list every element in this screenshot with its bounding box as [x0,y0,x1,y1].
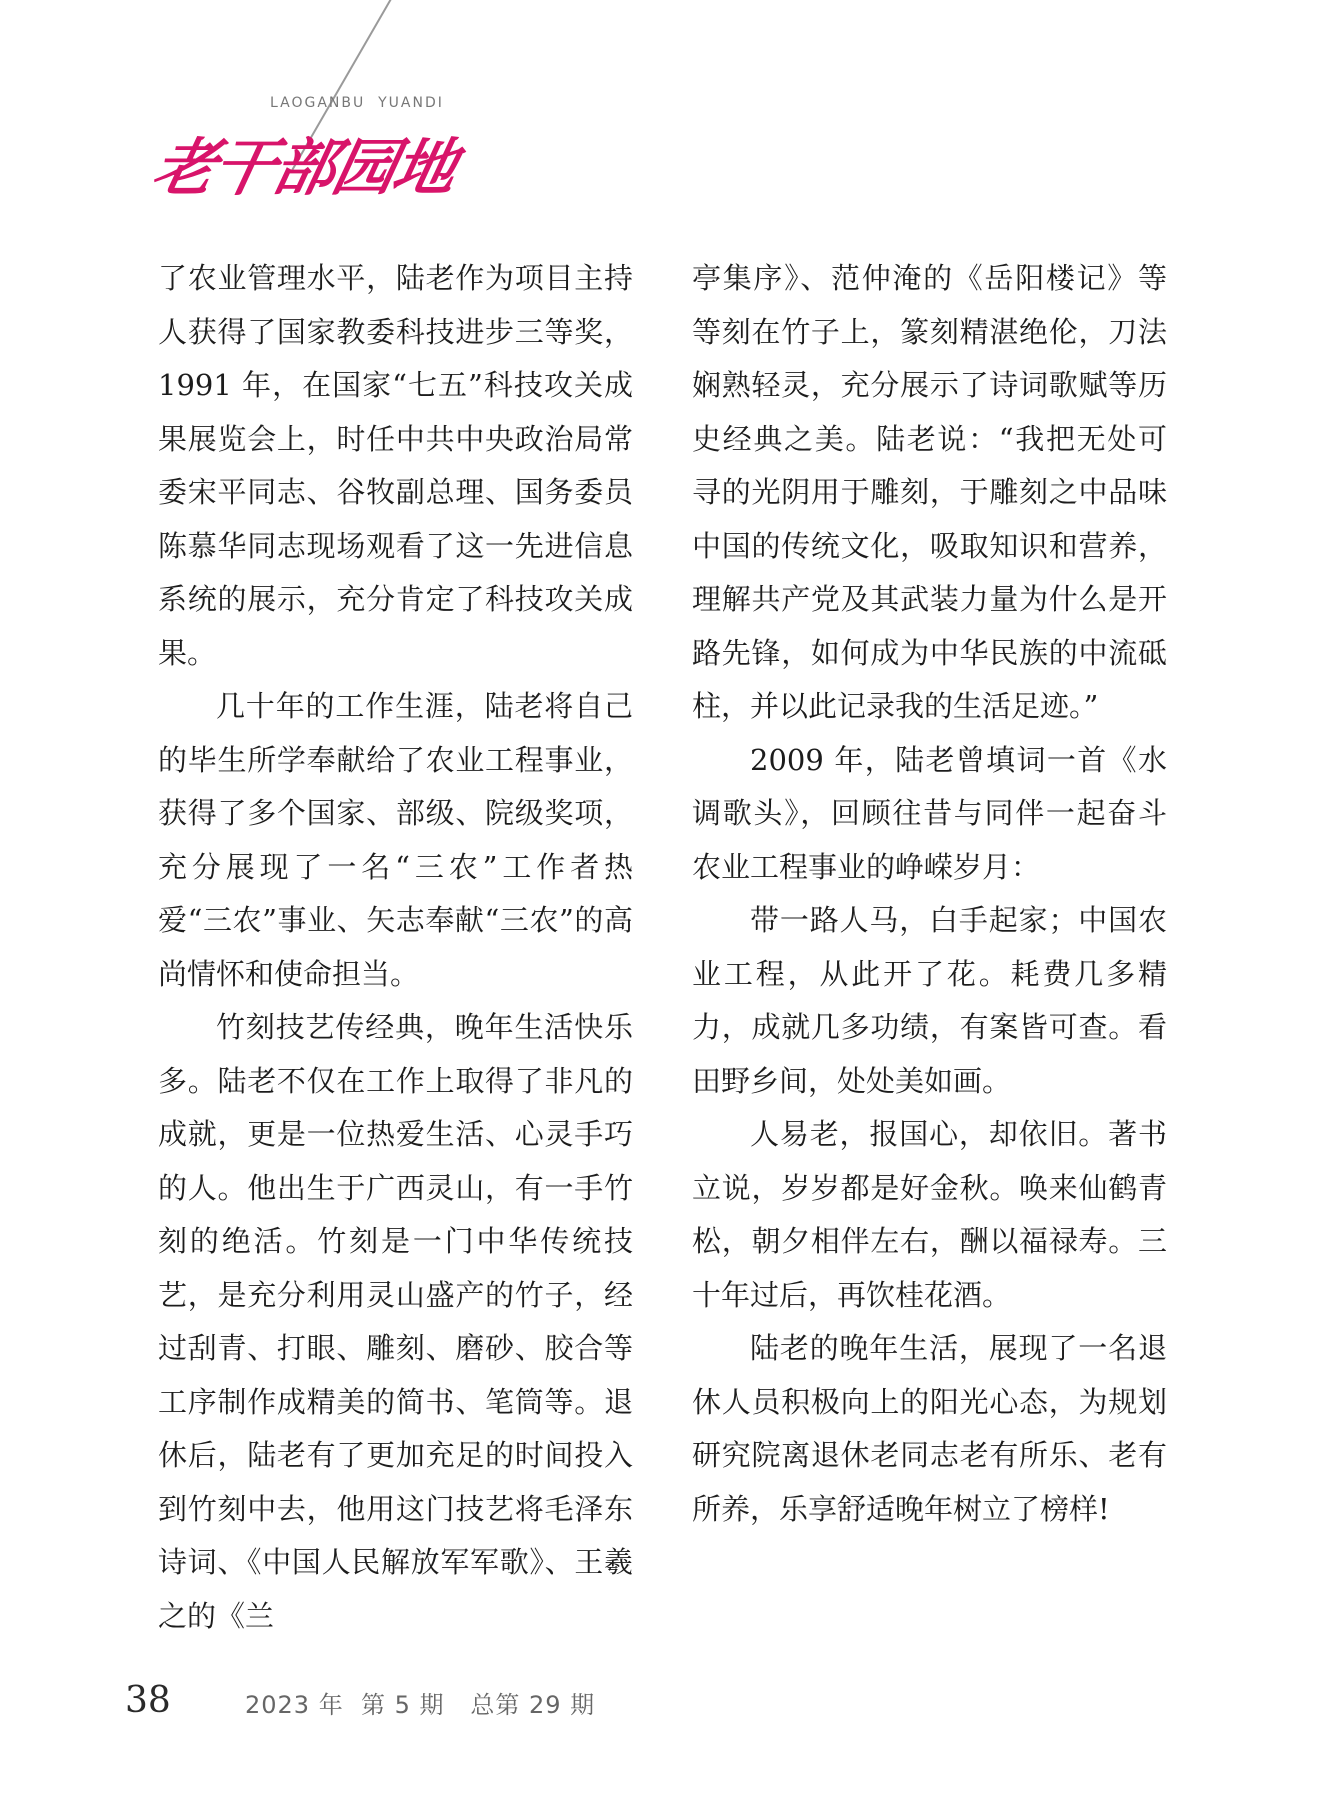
poem-stanza: 带一路人马，白手起家；中国农业工程，从此开了花。耗费几多精力，成就几多功绩，有案皆可查。看田野乡间，处处美如画。 [692,903,1167,1098]
magazine-section-subtitle: LAOGANBU YUANDI [270,95,444,111]
issue-info: 2023 年 第 5 期 总第 29 期 [245,1691,596,1719]
paragraph: 陆老的晚年生活，展现了一名退休人员积极向上的阳光心态，为规划研究院离退休老同志老有所乐、老有所养，乐享舒适晚年树立了榜样! [692,1331,1167,1526]
right-text-column [692,252,1167,1536]
paragraph: 2009 年，陆老曾填词一首《水调歌头》，回顾往昔与同伴一起奋斗农业工程事业的峥嵘岁月： [692,742,1167,884]
paragraph: 几十年的工作生涯，陆老将自己的毕生所学奉献给了农业工程事业，获得了多个国家、部级、院级奖项，充分展现了一名“三农”工作者热爱“三农”事业、矢志奉献“三农”的高尚情怀和使命担当。 [158,689,633,991]
paragraph: 了农业管理水平，陆老作为项目主持人获得了国家教委科技进步三等奖，1991 年，在国家“七五”科技攻关成果展览会上，时任中共中央政治局常委宋平同志、谷牧副总理、国务委员陈慕华同志现场观看了这一先进信息系统的展示，充分肯定了科技攻关成果。 [158,261,633,670]
paragraph: 亭集序》、范仲淹的《岳阳楼记》等等刻在竹子上，篆刻精湛绝伦，刀法娴熟轻灵，充分展示了诗词歌赋等历史经典之美。陆老说：“我把无处可寻的光阴用于雕刻，于雕刻之中品味中国的传统文化，吸取知识和营养，理解共产党及其武装力量为什么是开路先锋，如何成为中华民族的中流砥柱，并以此记录我的生活足迹。” [692,261,1167,723]
page-number: 38 [125,1680,171,1721]
paragraph: 竹刻技艺传经典，晚年生活快乐多。陆老不仅在工作上取得了非凡的成就，更是一位热爱生活、心灵手巧的人。他出生于广西灵山，有一手竹刻的绝活。竹刻是一门中华传统技艺，是充分利用灵山盛产的竹子，经过刮青、打眼、雕刻、磨砂、胶合等工序制作成精美的简书、笔筒等。退休后，陆老有了更加充足的时间投入到竹刻中去，他用这门技艺将毛泽东诗词、《中国人民解放军军歌》、王羲之的《兰 [158,1010,633,1633]
magazine-section-logo: 老干部园地 [146,131,462,204]
poem-stanza: 人易老，报国心，却依旧。著书立说，岁岁都是好金秋。唤来仙鹤青松，朝夕相伴左右，酬以福禄寿。三十年过后，再饮桂花酒。 [692,1117,1167,1312]
left-text-column [158,252,633,1643]
